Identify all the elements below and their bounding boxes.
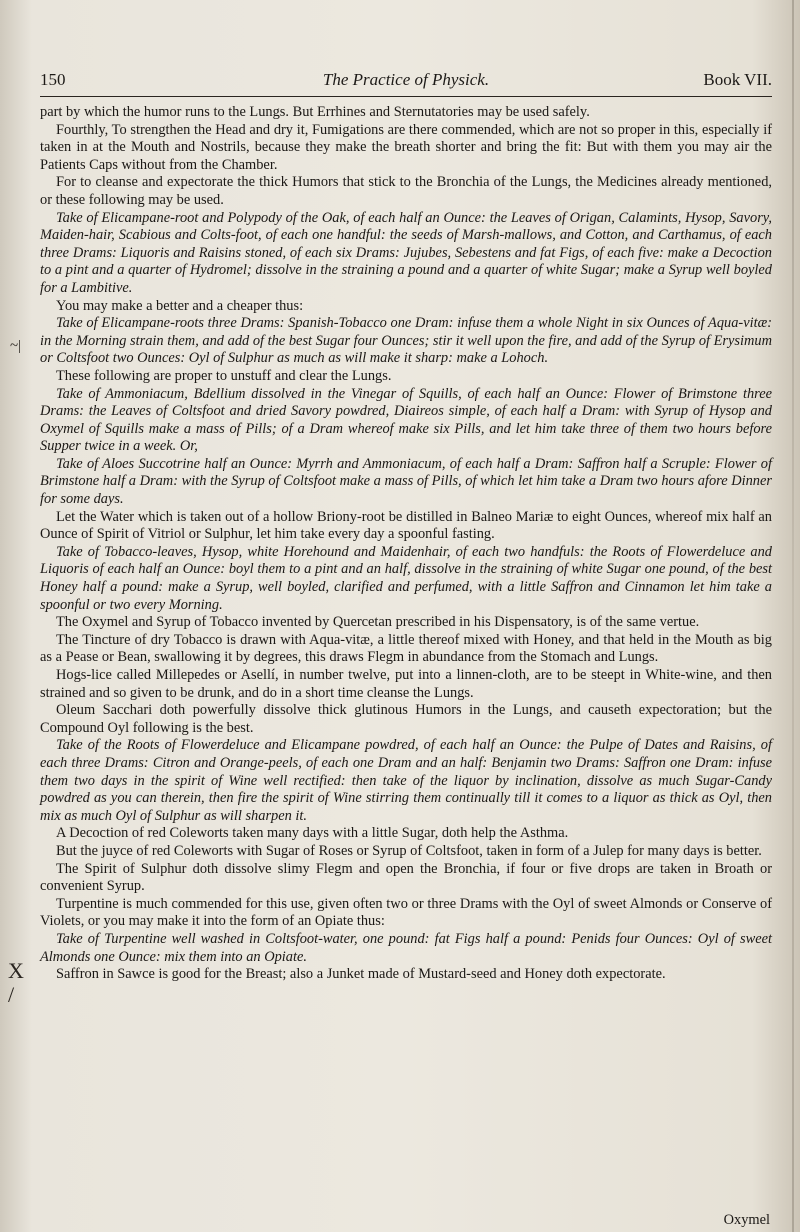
recipe-paragraph: Take of Tobacco-leaves, Hysop, white Horehound and Maidenhair, of each two handfuls: the Roots of Flowerdeluce and Liquoris of each half an Ounce: boyl them to a pint and an half, dissolve in the straining of white Sugar one pound, of the best Honey half a pound: make a Syrup, well boyled, clarified and perfumed, with a little Saffron and Cinnamon let him take a spoonful or two every Morning. bbox=[40, 543, 772, 613]
paragraph: These following are proper to unstuff and clear the Lungs. bbox=[56, 367, 392, 384]
recipe-paragraph: Take of Turpentine well washed in Coltsfoot-water, one pound: fat Figs half a pound: Penids four Ounces: Oyl of sweet Almonds one Ounce: mix them into an Opiate. bbox=[40, 930, 772, 965]
body-text bbox=[40, 104, 772, 984]
recipe-paragraph: Take of Ammoniacum, Bdellium dissolved in the Vinegar of Squills, of each half an Ounce: Flower of Brimstone three Drams: the Leaves of Coltsfoot and dried Savory powdred, Diaireos simple, of each half a Dram: with Syrup of Hysop and Oxymel of Squills make a mass of Pills; of a Dram whereof make six Pills, and let him take three of them two hours before Supper twice in a week. Or, bbox=[40, 385, 772, 455]
recipe-paragraph: Take of Aloes Succotrine half an Ounce: Myrrh and Ammoniacum, of each half a Dram: Saffron half a Scruple: Flower of Brimstone half a Dram: with the Syrup of Coltsfoot make a mass of Pills, of which let him take a Dram two hours afore Dinner for some days. bbox=[40, 455, 772, 508]
paragraph: Oleum Sacchari doth powerfully dissolve thick glutinous Humors in the Lungs, and causeth expectoration; but the Compound Oyl following is the best. bbox=[40, 702, 772, 736]
margin-mark: X bbox=[8, 958, 24, 983]
recipe-paragraph: Take of the Roots of Flowerdeluce and Elicampane powdred, of each half an Ounce: the Pulpe of Dates and Raisins, of each three Drams: Citron and Orange-peels, of each one Dram and an half: Benjamin two Drams: Saffron one Dram: infuse them two days in the spirit of Wine well rectified: then take of the liquor by inclination, dissolve as much Sugar-Candy powdred as you can therein, then fire the spirit of Wine stirring them continually till it comes to a liquor as thick as Oyl, then mix as much Oyl of Sulphur as will sharpen it. bbox=[40, 737, 772, 824]
paragraph: Turpentine is much commended for this use, given often two or three Drams with the Oyl of sweet Almonds or Conserve of Violets, or you may make it into the form of an Opiate thus: bbox=[40, 895, 772, 930]
paragraph: Let the Water which is taken out of a hollow Briony-root be distilled in Balneo Mariæ to eight Ounces, whereof mix half an Ounce of Spirit of Vitriol or Sulphur, let him take every day a spoonful fasting. bbox=[40, 508, 772, 543]
book-label: Book VII. bbox=[703, 70, 772, 89]
paragraph: Saffron in Sawce is good for the Breast; also a Junket made of Mustard-seed and Honey doth expectorate. bbox=[56, 966, 666, 983]
running-title: The Practice of Physick. bbox=[322, 70, 490, 89]
paragraph: You may make a better and a cheaper thus: bbox=[56, 297, 304, 314]
paragraph: The Oxymel and Syrup of Tobacco invented by Quercetan prescribed in his Dispensatory, is of the same vertue. bbox=[56, 614, 700, 631]
paragraph: A Decoction of red Coleworts taken many days with a little Sugar, doth help the Asthma. bbox=[56, 825, 569, 842]
recipe-paragraph: Take of Elicampane-roots three Drams: Spanish-Tobacco one Dram: infuse them a whole Night in six Ounces of Aqua-vitæ: in the Morning strain them, and add of the best Sugar four Ounces; stir it well upon the fire, and add of the Syrup of Erysimum or Coltsfoot two Ounces: Oyl of Sulphur as much as will make it sharp: make a Lohoch. bbox=[40, 315, 772, 367]
page-edge-shadow bbox=[792, 0, 794, 1232]
page-header bbox=[40, 70, 772, 97]
margin-mark: / bbox=[8, 982, 15, 1007]
paragraph: But the juyce of red Coleworts with Sugar of Roses or Syrup of Coltsfoot, taken in form of a Julep for many days is better. bbox=[56, 842, 762, 859]
paragraph: Hogs-lice called Millepedes or Asellí, in number twelve, put into a linnen-cloth, are to be steept in White-wine, and then strained and so given to be drunk, and do in a short time cleanse the Lungs. bbox=[40, 667, 772, 701]
page-number: 150 bbox=[40, 70, 66, 89]
paragraph: Fourthly, To strengthen the Head and dry it, Fumigations are there commended, which are not so proper in this, especially if taken in at the Mouth and Nostrils, because they make the breath shorter and bring the fit: But with them you may air the Patients Caps without from the Chamber. bbox=[40, 121, 772, 173]
paragraph: The Spirit of Sulphur doth dissolve slimy Flegm and open the Bronchia, if four or five drops are taken in Broath or convenient Syrup. bbox=[40, 860, 772, 895]
paragraph: For to cleanse and expectorate the thick Humors that stick to the Bronchia of the Lungs, the Medicines already mentioned, or these following may be used. bbox=[40, 174, 772, 208]
catchword: Oxymel bbox=[723, 1212, 770, 1228]
paragraph: part by which the humor runs to the Lungs. But Errhines and Sternutatories may be used safely. bbox=[40, 104, 590, 120]
margin-mark: ~| bbox=[10, 338, 22, 354]
recipe-paragraph: Take of Elicampane-root and Polypody of the Oak, of each half an Ounce: the Leaves of Origan, Calamints, Hysop, Savory, Maiden-hair, Scabious and Colts-foot, of each one handful: the seeds of Marsh-mallows, and Cotton, and Carthamus, of each three Drams: Liquoris and Raisins stoned, of each six Drams: Jujubes, Sebestens and fat Figs, of each five: make a Decoction to a pint and a quarter of Hydromel; dissolve in the straining a pound and a quarter of white Sugar; make a Syrup well boyled for a Lambitive. bbox=[40, 209, 772, 296]
paragraph: The Tincture of dry Tobacco is drawn with Aqua-vitæ, a little thereof mixed with Honey, and that held in the Mouth as big as a Pease or Bean, swallowing it by degrees, this draws Flegm in abundance from the Stomach and Lungs. bbox=[40, 631, 772, 666]
